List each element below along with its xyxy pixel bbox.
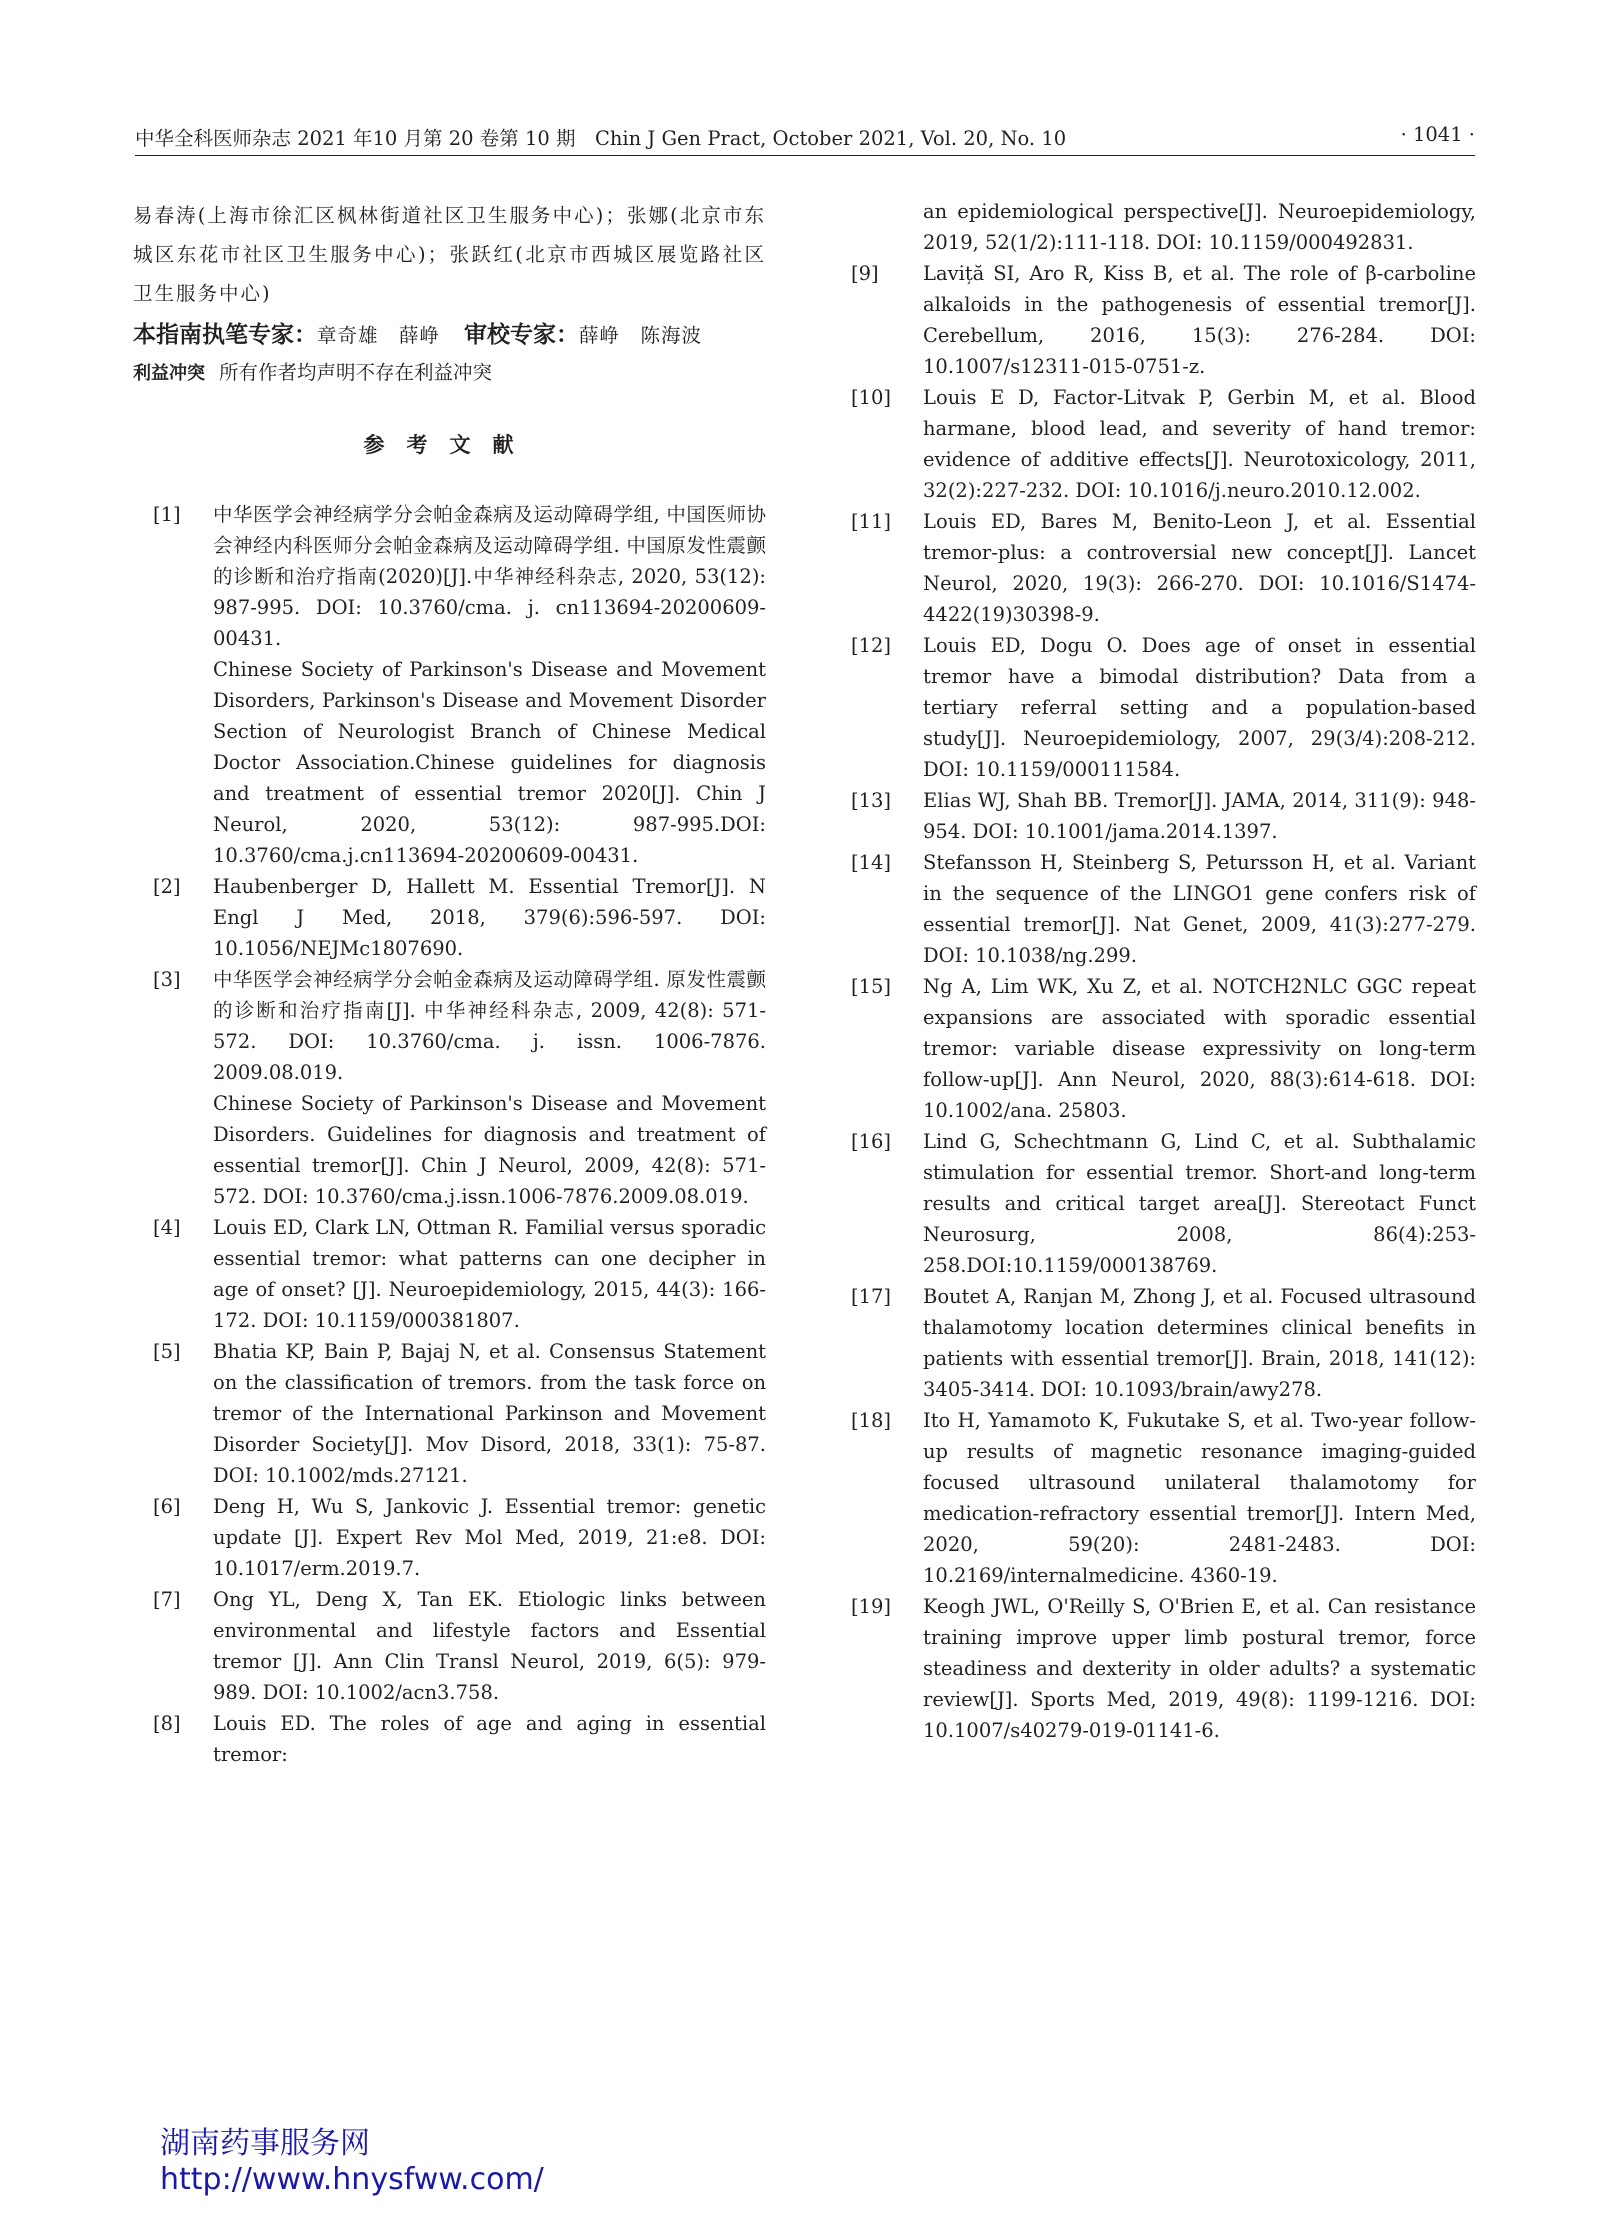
reference-number: [14] bbox=[851, 851, 892, 874]
reference-number: [4] bbox=[153, 1216, 181, 1239]
reference-item bbox=[843, 382, 1476, 506]
reference-text: Deng H, Wu S, Jankovic J. Essential tremor: genetic update [J]. Expert Rev Mol Med, 2019, 21:e8. DOI: 10.1017/erm.2019.7. bbox=[213, 1495, 766, 1580]
reference-number: [17] bbox=[851, 1285, 892, 1308]
reference-text: Lind G, Schechtmann G, Lind C, et al. Subthalamic stimulation for essential tremor. Short-and long-term results and critical target area[J]. Stereotact Funct Neurosurg, 2008, 86(4):253-258.DOI:10.1159/000138769. bbox=[923, 1130, 1476, 1277]
conflict-of-interest bbox=[133, 356, 766, 391]
reference-item bbox=[133, 1491, 766, 1584]
reference-item bbox=[843, 258, 1476, 382]
right-column bbox=[843, 196, 1476, 1746]
reference-number: [8] bbox=[153, 1712, 181, 1735]
reference-item bbox=[843, 1405, 1476, 1591]
reference-item bbox=[843, 1281, 1476, 1405]
reference-item bbox=[843, 971, 1476, 1126]
reference-number: [10] bbox=[851, 386, 892, 409]
reference-text: Ng A, Lim WK, Xu Z, et al. NOTCH2NLC GGC repeat expansions are associated with sporadic essential tremor: variable disease expressivity on long-term follow-up[J]. Ann Neurol, 2020, 88(3):614-618. DOI: 10.1002/ana. 25803. bbox=[923, 975, 1476, 1122]
reference-item bbox=[843, 847, 1476, 971]
reference-number: [12] bbox=[851, 634, 892, 657]
reference-text: Louis ED. The roles of age and aging in essential tremor: bbox=[213, 1712, 766, 1766]
reference-number: [18] bbox=[851, 1409, 892, 1432]
reference-text: Keogh JWL, O'Reilly S, O'Brien E, et al. Can resistance training improve upper limb postural tremor, force steadiness and dexterity in older adults? a systematic review[J]. Sports Med, 2019, 49(8): 1199-1216. DOI: 10.1007/s40279-019-01141-6. bbox=[923, 1595, 1476, 1742]
watermark-site-name: 湖南药事服务网 bbox=[160, 2126, 370, 2161]
experts-line bbox=[133, 315, 766, 356]
reference-item bbox=[133, 1584, 766, 1708]
reference-number: [13] bbox=[851, 789, 892, 812]
reference-item bbox=[843, 785, 1476, 847]
reference-number: [15] bbox=[851, 975, 892, 998]
reference-number: [6] bbox=[153, 1495, 181, 1518]
reference-item bbox=[133, 1708, 766, 1770]
reference-text: 中华医学会神经病学分会帕金森病及运动障碍学组, 中国医师协会神经内科医师分会帕金森病及运动障碍学组. 中国原发性震颤的诊断和治疗指南(2020)[J].中华神经科杂志, 2020, 53(12): 987-995. DOI: 10.3760/cma. j. cn113694-20200609-00431. bbox=[213, 503, 766, 650]
reference-number: [16] bbox=[851, 1130, 892, 1153]
watermark bbox=[160, 2126, 544, 2198]
reference-number: [1] bbox=[153, 503, 181, 526]
reference-text: an epidemiological perspective[J]. Neuroepidemiology, 2019, 52(1/2):111-118. DOI: 10.1159/000492831. bbox=[923, 200, 1476, 254]
coi-label: 利益冲突 bbox=[133, 363, 205, 384]
reference-item bbox=[843, 1126, 1476, 1281]
reference-item bbox=[133, 871, 766, 964]
reference-number: [7] bbox=[153, 1588, 181, 1611]
reference-number: [19] bbox=[851, 1595, 892, 1618]
reference-item bbox=[843, 506, 1476, 630]
reference-item bbox=[133, 964, 766, 1212]
reference-list-left bbox=[133, 499, 766, 1770]
reference-translation: Chinese Society of Parkinson's Disease and Movement Disorders, Parkinson's Disease and Movement Disorder Section of Neurologist Branch of Chinese Medical Doctor Association.Chinese guidelines for diagnosis and treatment of essential tremor 2020[J]. Chin J Neurol, 2020, 53(12): 987-995.DOI: 10.3760/cma.j.cn113694-20200609-00431. bbox=[213, 658, 766, 867]
reference-number: [3] bbox=[153, 968, 181, 991]
running-header bbox=[135, 119, 1475, 156]
reference-number: [11] bbox=[851, 510, 892, 533]
reference-item bbox=[133, 1336, 766, 1491]
reference-text: Ong YL, Deng X, Tan EK. Etiologic links between environmental and lifestyle factors and Essential tremor [J]. Ann Clin Transl Neurol, 2019, 6(5): 979-989. DOI: 10.1002/acn3.758. bbox=[213, 1588, 766, 1704]
references-heading: 参考文献 bbox=[363, 433, 536, 457]
reference-list-right bbox=[843, 196, 1476, 1746]
reference-text: 中华医学会神经病学分会帕金森病及运动障碍学组. 原发性震颤的诊断和治疗指南[J]. 中华神经科杂志, 2009, 42(8): 571-572. DOI: 10.3760/cma. j. issn. 1006-7876. 2009.08.019. bbox=[213, 968, 766, 1084]
writers-label: 本指南执笔专家： bbox=[133, 322, 317, 348]
reference-text: Ito H, Yamamoto K, Fukutake S, et al. Two-year follow-up results of magnetic resonance imaging-guided focused ultrasound unilateral thalamotomy for medication-refractory essential tremor[J]. Intern Med, 2020, 59(20): 2481-2483. DOI: 10.2169/internalmedicine. 4360-19. bbox=[923, 1409, 1476, 1587]
reviewers-label: 审校专家： bbox=[464, 322, 580, 348]
writers-names: 章奇雄 薛峥 bbox=[317, 324, 441, 347]
reference-text: Bhatia KP, Bain P, Bajaj N, et al. Consensus Statement on the classification of tremors. from the task force on tremor of the International Parkinson and Movement Disorder Society[J]. Mov Disord, 2018, 33(1): 75-87. DOI: 10.1002/mds.27121. bbox=[213, 1340, 766, 1487]
reference-item bbox=[133, 499, 766, 871]
journal-citation: 中华全科医师杂志 2021 年10 月第 20 卷第 10 期 Chin J Gen Pract, October 2021, Vol. 20, No. 10 bbox=[135, 127, 1067, 150]
reference-number: [5] bbox=[153, 1340, 181, 1363]
reference-translation: Chinese Society of Parkinson's Disease and Movement Disorders. Guidelines for diagnosis and treatment of essential tremor[J]. Chin J Neurol, 2009, 42(8): 571-572. DOI: 10.3760/cma.j.issn.1006-7876.2009.08.019. bbox=[213, 1092, 766, 1208]
reference-text: Stefansson H, Steinberg S, Petursson H, et al. Variant in the sequence of the LINGO1 gene confers risk of essential tremor[J]. Nat Genet, 2009, 41(3):277-279. DOI: 10.1038/ng.299. bbox=[923, 851, 1476, 967]
reference-number: [2] bbox=[153, 875, 181, 898]
reference-item bbox=[843, 196, 1476, 258]
reference-item bbox=[133, 1212, 766, 1336]
reference-text: Louis ED, Bares M, Benito-Leon J, et al. Essential tremor-plus: a controversial new concept[J]. Lancet Neurol, 2020, 19(3): 266-270. DOI: 10.1016/S1474-4422(19)30398-9. bbox=[923, 510, 1476, 626]
coi-text: 所有作者均声明不存在利益冲突 bbox=[219, 361, 493, 384]
reviewers-names: 薛峥 陈海波 bbox=[579, 324, 703, 347]
reference-text: Elias WJ, Shah BB. Tremor[J]. JAMA, 2014, 311(9): 948-954. DOI: 10.1001/jama.2014.1397. bbox=[923, 789, 1476, 843]
page-number: · 1041 · bbox=[1400, 123, 1475, 146]
reference-item bbox=[843, 630, 1476, 785]
reference-text: Haubenberger D, Hallett M. Essential Tremor[J]. N Engl J Med, 2018, 379(6):596-597. DOI: 10.1056/NEJMc1807690. bbox=[213, 875, 766, 960]
watermark-url: http://www.hnysfww.com/ bbox=[160, 2162, 544, 2197]
reference-text: Louis ED, Dogu O. Does age of onset in essential tremor have a bimodal distribution? Data from a tertiary referral setting and a population-based study[J]. Neuroepidemiology, 2007, 29(3/4):208-212. DOI: 10.1159/000111584. bbox=[923, 634, 1476, 781]
reference-number: [9] bbox=[851, 262, 879, 285]
reference-text: Louis ED, Clark LN, Ottman R. Familial versus sporadic essential tremor: what patterns can one decipher in age of onset? [J]. Neuroepidemiology, 2015, 44(3): 166-172. DOI: 10.1159/000381807. bbox=[213, 1216, 766, 1332]
reference-text: Laviță SI, Aro R, Kiss B, et al. The role of β-carboline alkaloids in the pathogenesis of essential tremor[J]. Cerebellum, 2016, 15(3): 276-284. DOI: 10.1007/s12311-015-0751-z. bbox=[923, 262, 1476, 378]
reference-item bbox=[843, 1591, 1476, 1746]
reference-text: Boutet A, Ranjan M, Zhong J, et al. Focused ultrasound thalamotomy location determines clinical benefits in patients with essential tremor[J]. Brain, 2018, 141(12): 3405-3414. DOI: 10.1093/brain/awy278. bbox=[923, 1285, 1476, 1401]
affiliations-text: 易春涛(上海市徐汇区枫林街道社区卫生服务中心)；张娜(北京市东城区东花市社区卫生服务中心)；张跃红(北京市西城区展览路社区卫生服务中心) bbox=[133, 204, 766, 305]
left-column bbox=[133, 196, 766, 1770]
reference-text: Louis E D, Factor-Litvak P, Gerbin M, et al. Blood harmane, blood lead, and severity of hand tremor: evidence of additive effects[J]. Neurotoxicology, 2011, 32(2):227-232. DOI: 10.1016/j.neuro.2010.12.002. bbox=[923, 386, 1476, 502]
